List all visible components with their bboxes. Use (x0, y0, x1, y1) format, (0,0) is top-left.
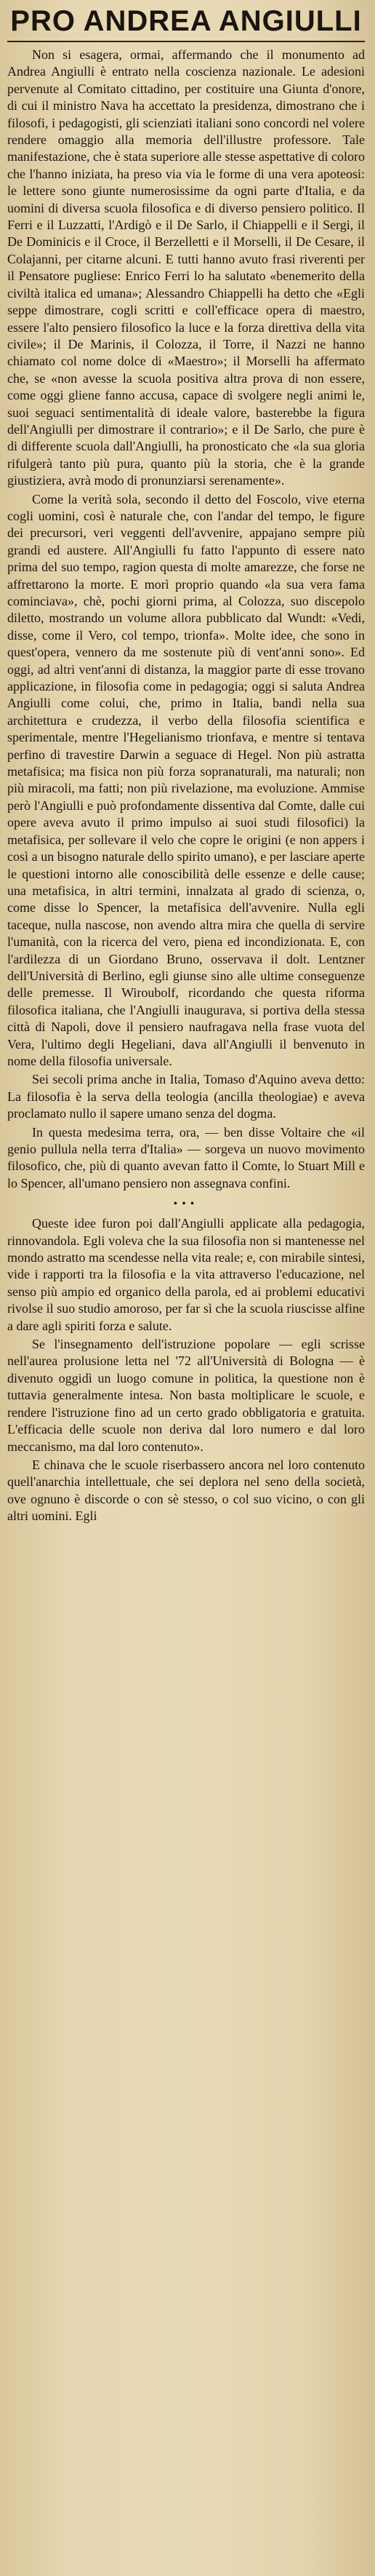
article-paragraph: In questa medesima terra, ora, — ben disse Voltaire che «il genio pullula nella terra d'Italia» — sorgeva un nuovo movimento filosofico, che, più di quanto avevan fatto il Comte, lo Stuart Mill e lo Spencer, all'umano pensiero non assegnava confini. (7, 1124, 365, 1190)
article-paragraph: Come la verità sola, secondo il detto del Foscolo, vive eterna cogli uomini, così è naturale che, con l'andar del tempo, le figure dei precursori, veri veggenti dell'avvenire, appajano sempre più grandi ed austere. All'Angiulli fu fatto l'appunto di essere nato prima del suo tempo, ragion questa di molte amarezze, che forse ne affrettarono la morte. E morì proprio quando «la sua vera fama cominciava», chè, pochi giorni prima, al Colozza, suo discepolo diletto, mostrando un volume allora pubblicato dal Wundt: «Vedi, disse, come il Vero, col tempo, trionfa». Molte idee, che sono in quest'opera, vennero da me sostenute più di vent'anni sono». Ed oggi, ad altri vent'anni di distanza, la maggior parte di esse trovano applicazione, in filosofia come in pedagogia; oggi si saluta Andrea Angiulli come colui, che, primo in Italia, bandì nella sua architettura e crudezza, il verbo della filosofia scientifica e sperimentale, mentre l'Hegelianismo trionfava, e mentre si tentava perfino di travestire Darwin a seguace di Hegel. Non più astratta metafisica; ma fisica non più forza sopranaturali, ma naturali; non più miracoli, ma fatti; non più rivelazione, ma evoluzione. Ammise però l'Angiulli e può profondamente dissentiva dal Comte, dalle cui opere aveva avuto il primo impulso ai suoi studi filosofici) la metafisica, per sollevare il velo che copre le origini (e non appers i così a un bisogno naturale dello spirito umano), e per lasciare aperte le questioni intorno alle conoscibilità delle essenze e delle cause; una metafisica, in altri termini, innalzata al grado di scienza, o, come disse lo Spencer, la metafisica dell'avvenire. Nulla egli taceque, nulla nascose, non avendo altra mira che quella di servire l'umanità, con la ricerca del vero, piena ed incondizionata. E, con l'ardilezza di un Giordano Bruno, osservava il dolt. Lentzner dell'Università di Berlino, egli giunse sino alle ultime conseguenze delle premesse. Il Wiroubolf, ricordando che questa riforma filosofica italiana, che l'Angiulli inaugurava, si portiva della stessa città di Napoli, dove il pensiero naufragava nella frase vuota del Vera, l'ultimo degli Hegeliani, dava all'Angiulli il benvenuto in nome della filosofia universale. (7, 491, 365, 1068)
article-paragraph: Queste idee furon poi dall'Angiulli applicate alla pedagogia, rinnovandola. Egli voleva che la sua filosofia non si mantenesse nel mondo astratto ma scendesse nella vita reale; e, con mirabile sintesi, vide i rapporti tra la filosofia e la vita attraverso l'educazione, nel senso più ampio ed organico della parola, ed ai problemi educativi rivolse il suo studio amoroso, per far sì che la scuola riuscisse alfine a dare agli spiriti forza e salute. (7, 1216, 365, 1333)
article-headline: PRO ANDREA ANGIULLI (10, 5, 362, 37)
article-section-2 (7, 1215, 365, 1524)
article-body (7, 47, 365, 1525)
article-paragraph: E chinava che le scuole riserbassero ancora nel loro contenuto quell'anarchia intellettuale, che sei deplora nel seno della società, ove ognuno è discorde o con sè stesso, o col suo vicino, o con gli altri uomini. Egli (7, 1457, 365, 1524)
section-separator: ••• (173, 1198, 199, 1211)
article-section-1 (7, 47, 365, 1192)
article-paragraph: Se l'insegnamento dell'istruzione popolare — egli scrisse nell'aurea prolusione letta nel '72 all'Università di Bologna — è divenuto oggidì un luogo comune in politica, la questione non è tuttavia generalmente intesa. Non basta moltiplicare le scuole, e rendere l'istruzione fino ad un certo grado obbligatoria e gratuita. L'efficacia delle scuole non deriva dal loro numero e dal loro meccanismo, ma dal loro contenuto». (7, 1337, 365, 1454)
headline-rule (7, 41, 365, 42)
article-paragraph: Non si esagera, ormai, affermando che il monumento ad Andrea Angiulli è entrato nella coscienza nazionale. Le adesioni pervenute al Comitato cittadino, per costituire una Giunta d'onore, di cui il ministro Nava ha accettato la presidenza, dimostrano che i filosofi, i pedagogisti, gli scienziati italiani sono concordi nel volere rendere omaggio alla memoria dell'illustre professore. Tale manifestazione, che è stata superiore alle stesse aspettative di coloro che l'hanno iniziata, ha preso via via le forme di una vera apoteosi: le lettere sono giunte numerosissime da ogni parte d'Italia, e da uomini di diversa scuola filosofica e di diverso pensiero politico. Il Ferri e il Luzzatti, l'Ardigò e il De Sarlo, il Chiappelli e il Sergi, il De Dominicis e il Croce, il Berzelletti e il Morselli, il De Cesare, il Colajanni, per citarne alcuni. E tutti hanno avuto frasi riverenti per il Pensatore pugliese: Enrico Ferri lo ha salutato «benemerito della civiltà italica ed umana»; Alessandro Chiappelli ha detto che «Egli seppe dimostrare, cogli scritti e coll'efficace opera di maestro, essere l'alto pensiero filosofico la luce e la forza direttiva della vita civile»; il De Marinis, il Colozza, il Torre, il Nazzi ne hanno chiamato col nome dolce di «Maestro»; il Morselli ha affermato che, se «non avesse la scuola positiva altra prova di non essere, come oggi gliene fanno accusa, capace di svolgere negli animi le, suoi seguaci sentimentalità di ideale valore, basterebbe la figura dell'Angiulli per dimostrare il contrario»; e il De Sarlo, che pure è di differente scuola dall'Angiulli, ha pronosticato che «la sua gloria rifulgerà tanto più pura, quanto più la storia, che è la grande giustiziera, avrà modo di pronunziarsi serenamente». (7, 47, 365, 488)
article-paragraph: Sei secoli prima anche in Italia, Tomaso d'Aquino aveva detto: La filosofia è la serva della teologia (ancilla theologiae) e aveva proclamato nullo il sapere umano senza del dogma. (7, 1072, 365, 1121)
